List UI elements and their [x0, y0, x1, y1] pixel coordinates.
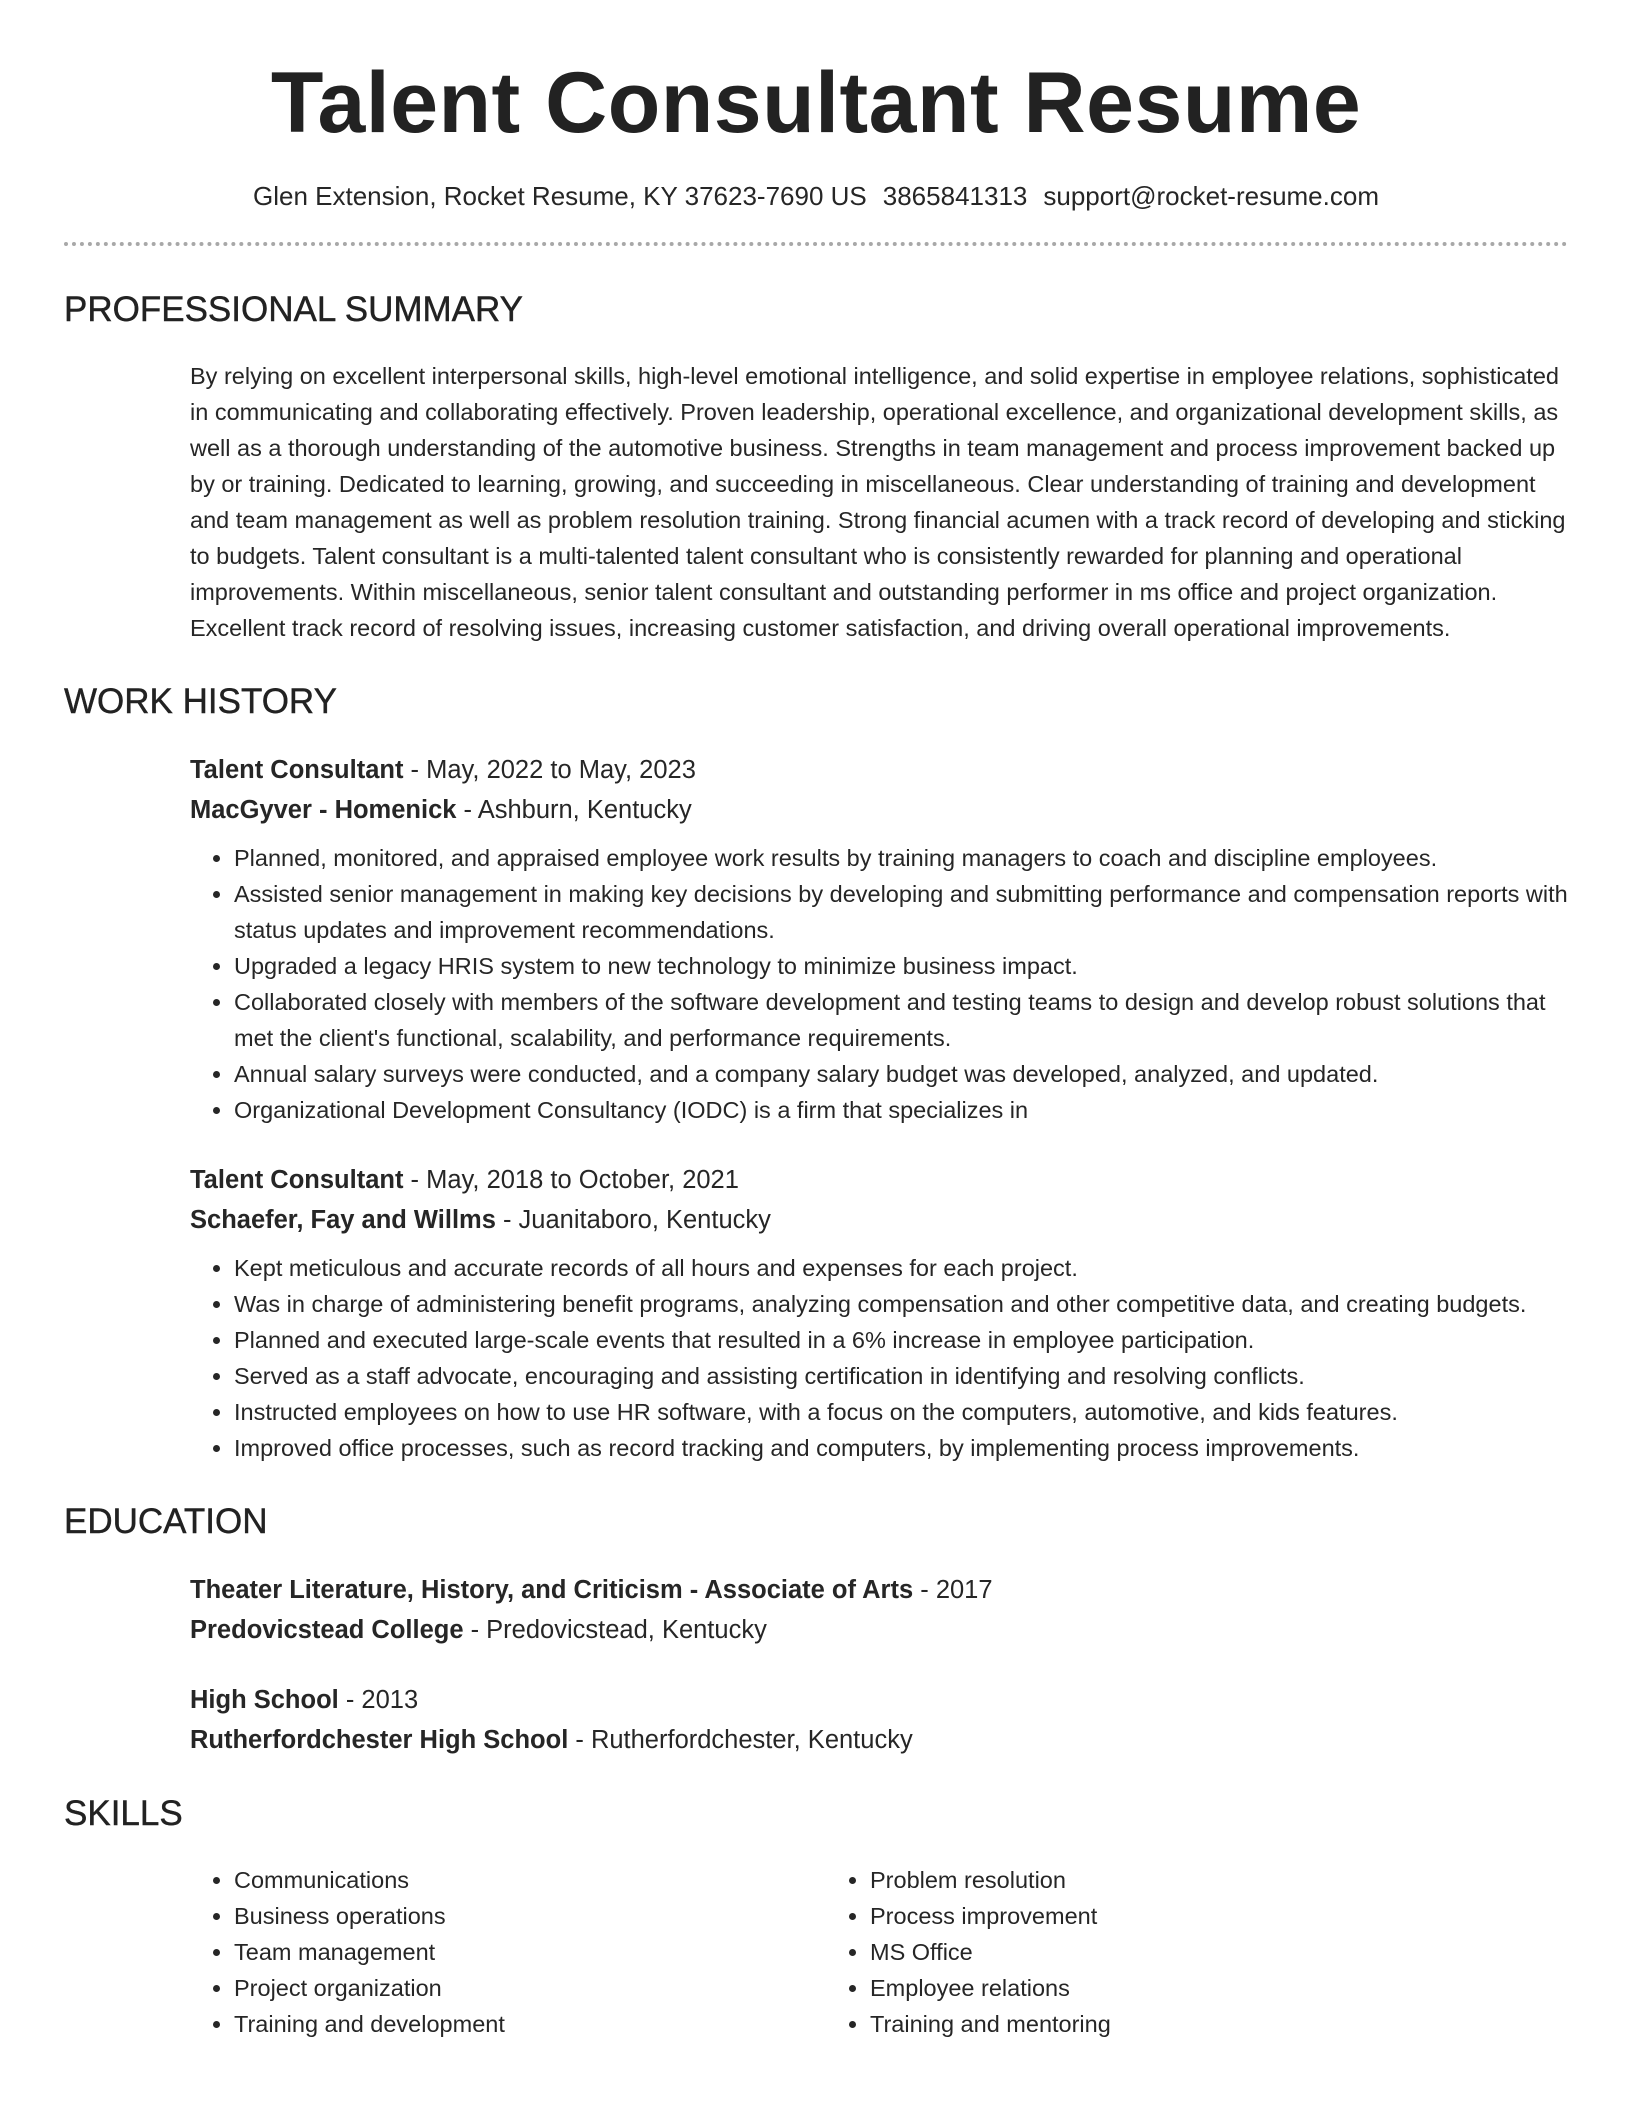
job-title-line — [190, 1160, 1568, 1200]
skill-item: • Team management — [234, 1934, 826, 1970]
school-name: Rutherfordchester High School — [190, 1726, 569, 1754]
job-title: Talent Consultant — [190, 756, 404, 784]
work-history-section — [64, 680, 1568, 1466]
skills-heading: SKILLS — [64, 1794, 183, 1833]
skill-item: • Process improvement — [870, 1898, 1462, 1934]
skill-item: • Employee relations — [870, 1970, 1462, 2006]
degree-line — [190, 1570, 1568, 1610]
education-section — [64, 1500, 1568, 1760]
school-name: Predovicstead College — [190, 1616, 464, 1644]
degree-year: - 2017 — [913, 1576, 993, 1604]
job-bullet: • Kept meticulous and accurate records of all hours and expenses for each project. — [234, 1250, 1568, 1286]
job-entry — [190, 750, 1568, 1128]
job-bullet: • Upgraded a legacy HRIS system to new technology to minimize business impact. — [234, 948, 1568, 984]
job-bullets — [190, 1250, 1568, 1466]
job-location: - Ashburn, Kentucky — [456, 796, 692, 824]
skills-section — [64, 1792, 1568, 2042]
school-location: - Predovicstead, Kentucky — [463, 1616, 767, 1644]
job-dates: - May, 2018 to October, 2021 — [403, 1166, 739, 1194]
skill-item: • Communications — [234, 1862, 826, 1898]
job-title: Talent Consultant — [190, 1166, 404, 1194]
job-dates: - May, 2022 to May, 2023 — [403, 756, 696, 784]
skill-item: • Training and mentoring — [870, 2006, 1462, 2042]
job-company-line — [190, 790, 1568, 830]
job-bullet: • Served as a staff advocate, encouraging and assisting certification in identifying and resolving conflicts. — [234, 1358, 1568, 1394]
school-location: - Rutherfordchester, Kentucky — [568, 1726, 913, 1754]
education-entry — [190, 1680, 1568, 1760]
degree-name: Theater Literature, History, and Criticism - Associate of Arts — [190, 1576, 914, 1604]
degree-line — [190, 1680, 1568, 1720]
job-bullet: • Annual salary surveys were conducted, and a company salary budget was developed, analyzed, and updated. — [234, 1056, 1568, 1092]
contact-email: support@rocket-resume.com — [1043, 181, 1379, 211]
job-bullet: • Organizational Development Consultancy (IODC) is a firm that specializes in — [234, 1092, 1568, 1128]
skill-item: • Problem resolution — [870, 1862, 1462, 1898]
education-entry — [190, 1570, 1568, 1650]
skill-item: • Business operations — [234, 1898, 826, 1934]
job-location: - Juanitaboro, Kentucky — [495, 1206, 771, 1234]
degree-name: High School — [190, 1686, 339, 1714]
skills-list-right — [826, 1862, 1462, 2042]
job-company-line — [190, 1200, 1568, 1240]
job-bullet: • Collaborated closely with members of the software development and testing teams to design and develop robust solutions that met the client's functional, scalability, and performance requirements. — [234, 984, 1568, 1056]
contact-address: Glen Extension, Rocket Resume, KY 37623-7690 US — [253, 181, 867, 211]
job-bullet: • Instructed employees on how to use HR software, with a focus on the computers, automotive, and kids features. — [234, 1394, 1568, 1430]
degree-year: - 2013 — [338, 1686, 419, 1714]
education-heading: EDUCATION — [64, 1502, 268, 1541]
contact-phone: 3865841313 — [882, 181, 1028, 211]
summary-text: By relying on excellent interpersonal skills, high-level emotional intelligence, and solid expertise in employee relations, sophisticated in communicating and collaborating effectively. Proven leadership, operational excellence, and organizational development skills, as well as a thorough understanding of the automotive business. Strengths in team management and process improvement backed up by or training. Dedicated to learning, growing, and succeeding in miscellaneous. Clear understanding of training and development and team management as well as problem resolution training. Strong financial acumen with a track record of developing and sticking to budgets. Talent consultant is a multi-talented talent consultant who is consistently rewarded for planning and operational improvements. Within miscellaneous, senior talent consultant and outstanding performer in ms office and project organization. Excellent track record of resolving issues, increasing customer satisfaction, and driving overall operational improvements. — [190, 363, 1566, 641]
resume-title: Talent Consultant Resume — [270, 55, 1362, 151]
job-company: MacGyver - Homenick — [190, 796, 457, 824]
school-line — [190, 1610, 1568, 1650]
job-title-line — [190, 750, 1568, 790]
job-bullet: • Planned and executed large-scale events that resulted in a 6% increase in employee participation. — [234, 1322, 1568, 1358]
summary-heading: PROFESSIONAL SUMMARY — [64, 290, 523, 329]
skill-item: • Training and development — [234, 2006, 826, 2042]
job-bullet: • Was in charge of administering benefit programs, analyzing compensation and other competitive data, and creating budgets. — [234, 1286, 1568, 1322]
job-bullet: • Improved office processes, such as record tracking and computers, by implementing process improvements. — [234, 1430, 1568, 1466]
job-bullet: • Planned, monitored, and appraised employee work results by training managers to coach and discipline employees. — [234, 840, 1568, 876]
contact-line — [64, 178, 1568, 214]
school-line — [190, 1720, 1568, 1760]
job-bullet: • Assisted senior management in making key decisions by developing and submitting performance and compensation reports with status updates and improvement recommendations. — [234, 876, 1568, 948]
skill-item: • Project organization — [234, 1970, 826, 2006]
summary-section — [64, 288, 1568, 646]
skills-columns — [190, 1862, 1568, 2042]
header-divider — [64, 242, 1568, 246]
job-bullets — [190, 840, 1568, 1128]
job-entry — [190, 1160, 1568, 1466]
work-history-heading: WORK HISTORY — [64, 682, 337, 721]
skill-item: • MS Office — [870, 1934, 1462, 1970]
job-company: Schaefer, Fay and Willms — [190, 1206, 496, 1234]
skills-list-left — [190, 1862, 826, 2042]
